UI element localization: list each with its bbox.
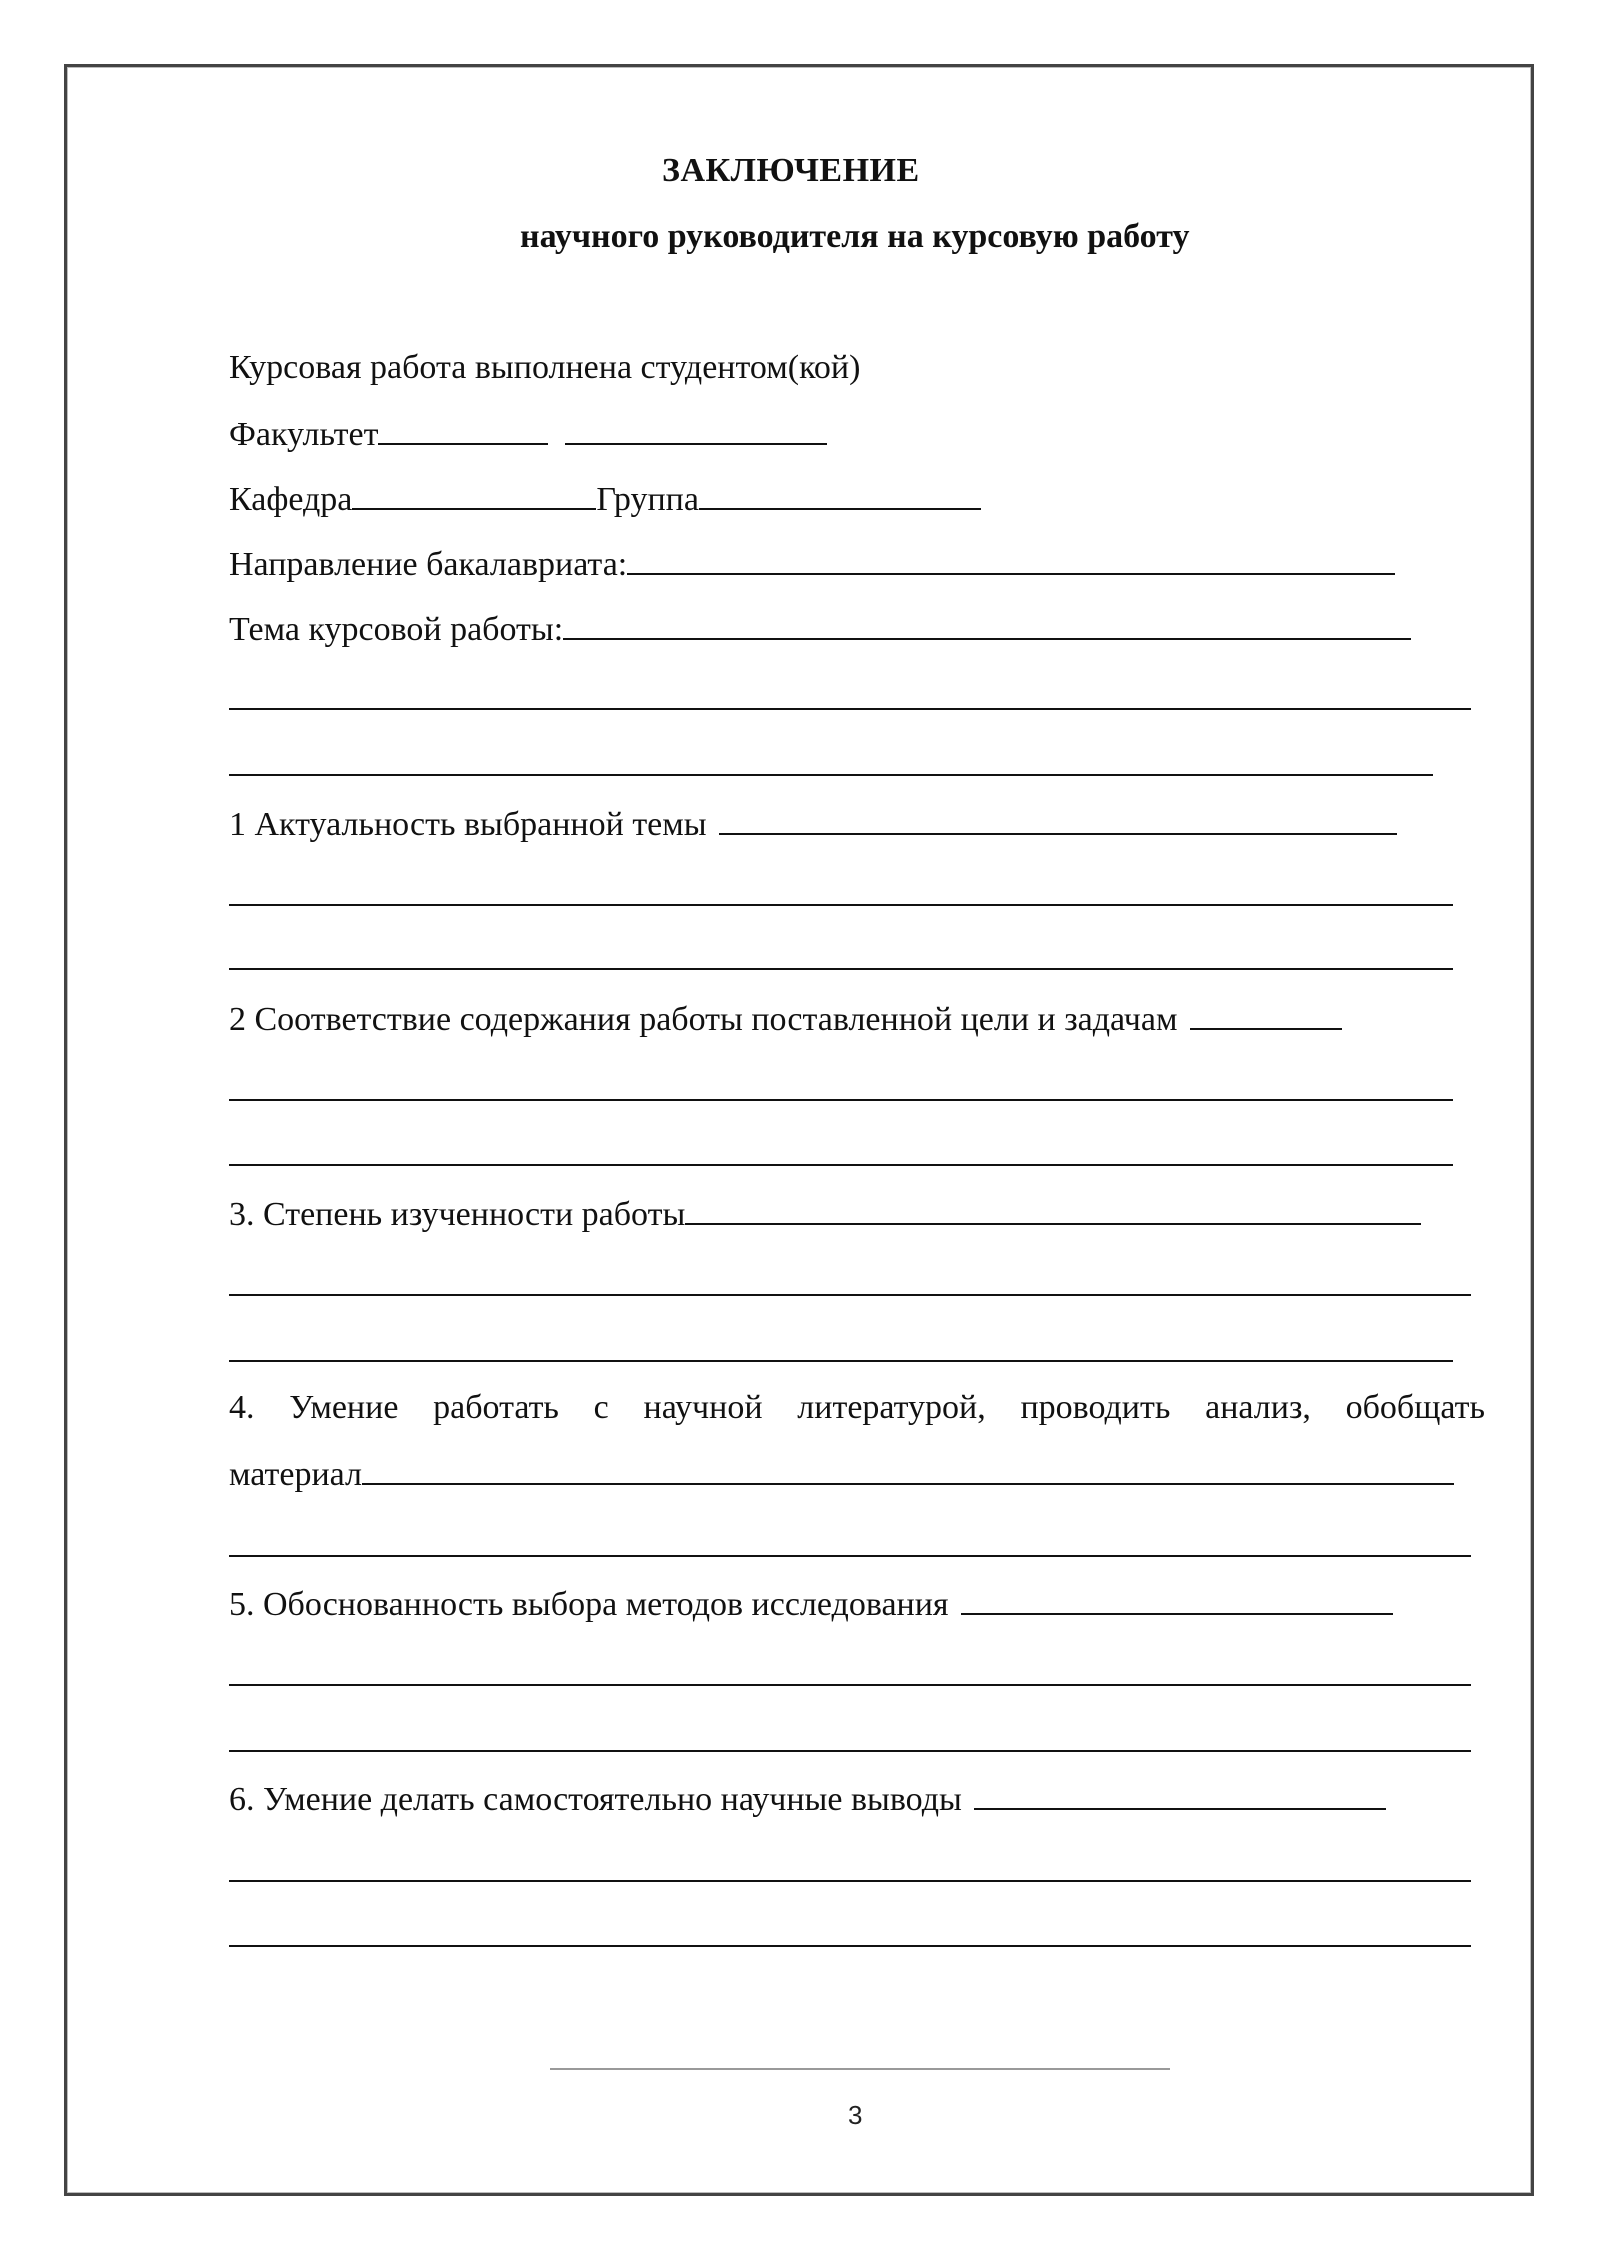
criterion-5-label: 5. Обоснованность выбора методов исследования — [229, 1586, 949, 1623]
footer-separator — [550, 2068, 1170, 2070]
criterion-1-label: 1 Актуальность выбранной темы — [229, 806, 707, 843]
criterion-5-line — [229, 1583, 1393, 1625]
criterion-1-blank[interactable] — [719, 803, 1397, 835]
criterion-3-blank[interactable] — [685, 1193, 1421, 1225]
criterion-4-blank[interactable] — [362, 1453, 1454, 1485]
criterion-1-blank-line-3[interactable] — [229, 968, 1453, 970]
criterion-3-line — [229, 1193, 1421, 1235]
student-line — [229, 348, 860, 388]
department-blank[interactable] — [352, 478, 596, 510]
topic-line — [229, 608, 1411, 650]
criterion-3-blank-line-3[interactable] — [229, 1360, 1453, 1362]
criterion-3-label: 3. Степень изученности работы — [229, 1196, 686, 1233]
criterion-4-cont-line — [229, 1453, 1454, 1495]
topic-blank-line-3[interactable] — [229, 774, 1433, 776]
criterion-4-word: литературой, — [797, 1389, 986, 1426]
topic-blank-line-2[interactable] — [229, 708, 1471, 710]
criterion-1-blank-line-2[interactable] — [229, 904, 1453, 906]
criterion-4-line — [229, 1388, 1485, 1428]
criterion-4-word: работать — [433, 1389, 559, 1426]
page-number: 3 — [848, 2100, 863, 2130]
criterion-6-blank-line-2[interactable] — [229, 1880, 1471, 1882]
criterion-4-cont-label: материал — [229, 1456, 362, 1493]
criterion-2-blank[interactable] — [1190, 998, 1342, 1030]
criterion-4-word: 4. — [229, 1389, 255, 1426]
student-label: Курсовая работа выполнена студентом(кой) — [229, 349, 861, 386]
criterion-1-line — [229, 803, 1397, 845]
direction-blank[interactable] — [627, 543, 1395, 575]
criterion-2-label: 2 Соответствие содержания работы поставленной цели и задачам — [229, 1001, 1178, 1038]
topic-label: Тема курсовой работы: — [229, 611, 564, 648]
criterion-4-blank-line-2[interactable] — [229, 1555, 1471, 1557]
document-title: ЗАКЛЮЧЕНИЕ — [662, 152, 920, 189]
criterion-5-blank-line-2[interactable] — [229, 1684, 1471, 1686]
faculty-line — [229, 413, 827, 455]
department-label: Кафедра — [229, 481, 353, 518]
faculty-blank[interactable] — [378, 413, 548, 445]
criterion-6-blank-line-3[interactable] — [229, 1945, 1471, 1947]
faculty-label: Факультет — [229, 416, 379, 453]
criterion-6-line — [229, 1778, 1386, 1820]
criterion-3-blank-line-2[interactable] — [229, 1294, 1471, 1296]
group-label: Группа — [596, 481, 699, 518]
direction-line — [229, 543, 1395, 585]
criterion-4-word: проводить — [1020, 1389, 1171, 1426]
document-subtitle: научного руководителя на курсовую работу — [520, 218, 1190, 255]
faculty-blank-2[interactable] — [565, 413, 827, 445]
criterion-5-blank-line-3[interactable] — [229, 1750, 1471, 1752]
criterion-4-word: научной — [643, 1389, 763, 1426]
criterion-2-blank-line-2[interactable] — [229, 1099, 1453, 1101]
criterion-2-blank-line-3[interactable] — [229, 1164, 1453, 1166]
criterion-6-blank[interactable] — [974, 1778, 1386, 1810]
criterion-4-word: Умение — [289, 1389, 399, 1426]
criterion-5-blank[interactable] — [961, 1583, 1393, 1615]
department-line — [229, 478, 981, 520]
criterion-4-word: обобщать — [1345, 1389, 1485, 1426]
group-blank[interactable] — [699, 478, 981, 510]
criterion-4-word: анализ, — [1205, 1389, 1311, 1426]
criterion-6-label: 6. Умение делать самостоятельно научные выводы — [229, 1781, 962, 1818]
direction-label: Направление бакалавриата: — [229, 546, 628, 583]
criterion-4-word: с — [593, 1389, 609, 1426]
criterion-2-line — [229, 998, 1342, 1040]
topic-blank[interactable] — [563, 608, 1411, 640]
